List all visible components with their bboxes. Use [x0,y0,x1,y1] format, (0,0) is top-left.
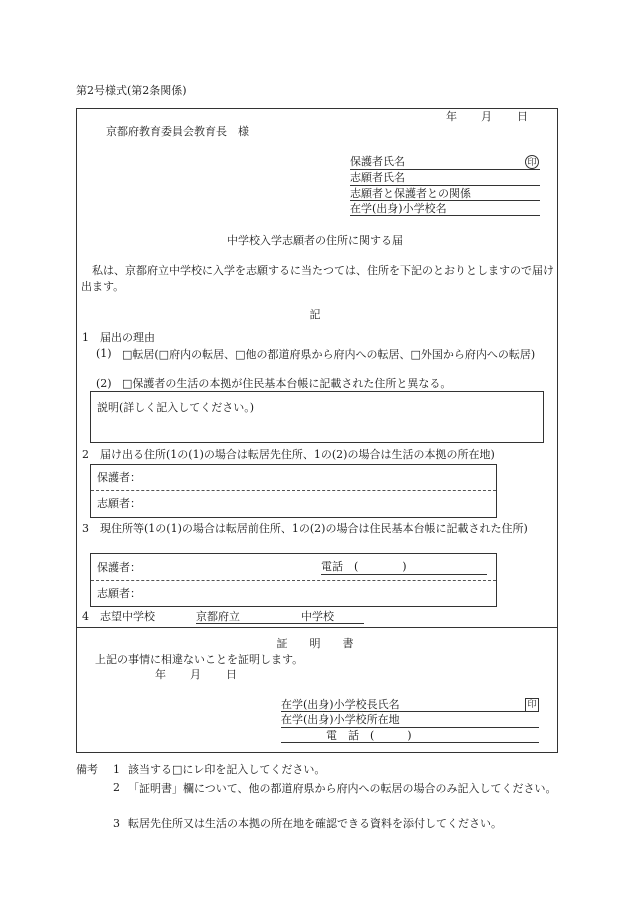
section2-heading: 2 届け出る住所(1の(1)の場合は転居先住所、1の(2)の場合は生活の本拠の所在地) [82,448,495,461]
ki-heading: 記 [309,308,321,321]
date-day: 日 [517,110,528,123]
note-3-number: 3 [113,817,120,830]
principal-seal-mark: 印 [525,698,539,712]
relation-field[interactable] [350,200,540,201]
section4-heading: 4 志望中学校 [82,610,155,623]
certificate-date-year: 年 [155,668,166,681]
date-year: 年 [446,110,457,123]
note-2-text: 「証明書」欄について、他の都道府県から府内への転居の場合のみ記入してください。 [128,782,557,795]
intro-text: 私は、京都府立中学校に入学を志願するに当たつては、住所を下記のとおりとしますので届け出ます。 [81,264,554,293]
school-field[interactable] [350,215,540,216]
section1-item2-text: □保護者の生活の本拠が住民基本台帳に記載された住所と異なる。 [122,377,452,390]
section4-school-field[interactable] [196,623,364,624]
note-1-number: 1 [113,763,120,776]
school-address-field[interactable] [281,727,539,728]
applicant-name-field[interactable] [350,185,540,186]
section3-guardian-label: 保護者： [97,561,141,574]
explanation-box[interactable] [90,391,544,443]
section4-prefix: 京都府立 [196,610,240,623]
section4-suffix: 中学校 [301,610,334,623]
certificate-title: 証 明 書 [276,637,354,650]
certificate-text: 上記の事情に相違ないことを証明します。 [95,653,304,666]
section3-phone-field[interactable] [321,574,487,575]
form-title: 中学校入学志願者の住所に関する届 [227,234,403,247]
section1-item2-number: (2) [96,377,112,390]
section1-item1-number: (1) [96,347,112,360]
school-address-label: 在学(出身)小学校所在地 [281,713,400,726]
notes-label: 備考 [76,763,98,776]
section2-applicant-label: 志願者： [97,497,141,510]
certificate-date-day: 日 [226,668,237,681]
principal-name-field[interactable] [281,711,539,712]
note-2-number: 2 [113,781,120,794]
section3-divider [91,580,496,581]
section3-applicant-label: 志願者： [97,587,141,600]
relation-label: 志願者と保護者との関係 [350,187,471,200]
section1-item1-text: □転居(□府内の転居、□他の都道府県から府内への転居、□外国から府内への転居) [122,348,536,361]
guardian-name-label: 保護者氏名 [350,155,405,168]
form-frame [76,108,558,628]
section1-heading: 1 届出の理由 [82,331,155,344]
section2-divider [91,490,496,491]
applicant-name-label: 志願者氏名 [350,171,405,184]
section2-address-box [90,464,497,518]
addressee: 京都府教育委員会教育長 様 [106,125,249,138]
school-label: 在学(出身)小学校名 [350,202,447,215]
date-month: 月 [481,110,492,123]
guardian-name-field[interactable] [350,169,540,170]
certificate-phone-label: 電 話 ( ) [326,729,412,742]
section2-guardian-label: 保護者： [97,471,141,484]
certificate-phone-field[interactable] [281,742,539,743]
section3-heading: 3 現住所等(1の(1)の場合は転居前住所、1の(2)の場合は住民基本台帳に記載された住所) [82,522,528,535]
section3-phone-label: 電話 ( ) [321,560,407,573]
explanation-label: 説明(詳しく記入してください。) [97,401,255,414]
seal-mark: 印 [525,155,539,169]
form-number: 第2号様式(第2条関係) [76,84,187,97]
note-1-text: 該当する□にレ印を記入してください。 [128,763,326,776]
principal-name-label: 在学(出身)小学校長氏名 [281,698,400,711]
note-3-text: 転居先住所又は生活の本拠の所在地を確認できる資料を添付してください。 [128,817,502,830]
certificate-date-month: 月 [190,668,201,681]
